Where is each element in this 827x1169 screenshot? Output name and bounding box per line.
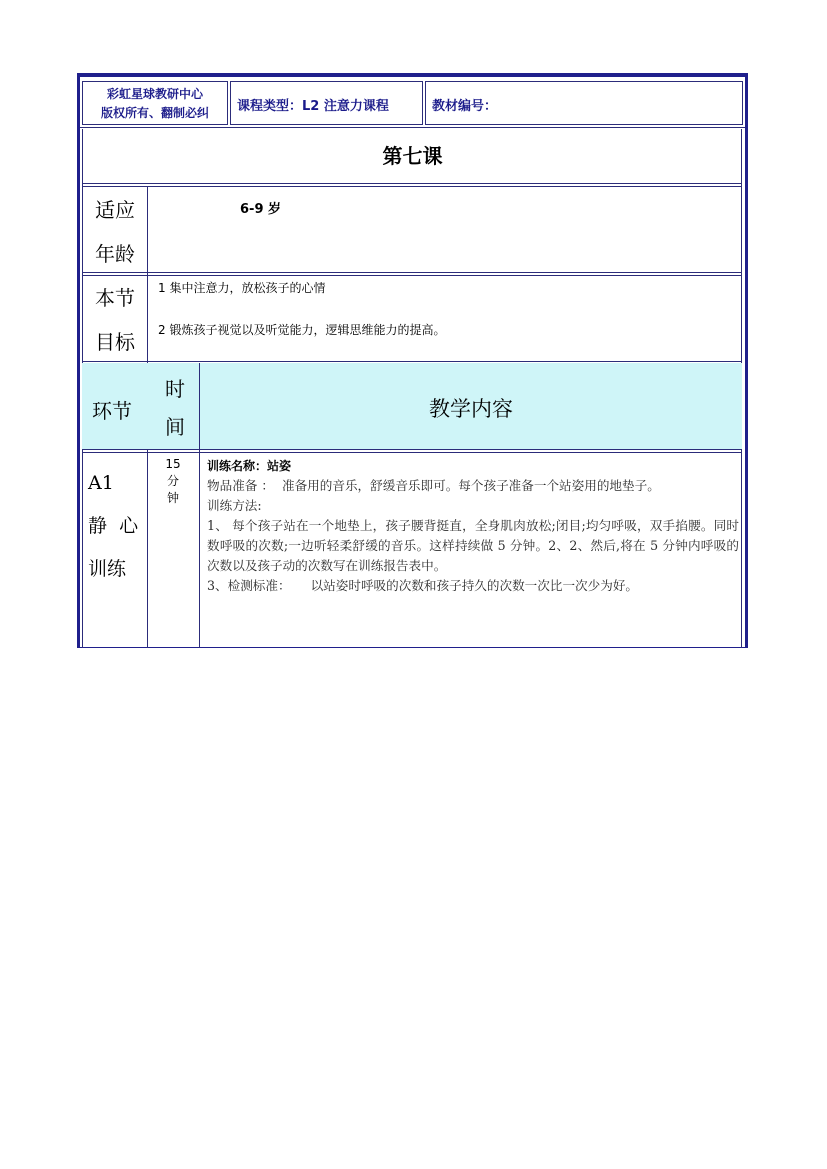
org-name: 彩虹星球教研中心: [106, 87, 203, 101]
age-label: [82, 188, 135, 276]
section-duration: [163, 456, 183, 507]
org-copyright-cell: [82, 81, 228, 125]
age-label-line1: 适应: [95, 198, 135, 222]
time-column-header: [163, 370, 187, 446]
goal-item: 2 锻炼孩子视觉以及听觉能力，逻辑思维能力的提高。: [158, 323, 446, 337]
divider: [80, 127, 745, 128]
method-step: 1、 每个孩子站在一个地垫上，孩子腰背挺直，全身肌肉放松;闭目;均匀呼吸，双手掐腰。同时数呼吸的次数;一边听轻柔舒缓的音乐。这样持续做 5 分钟。2、2、然后,将在 5 分钟内呼吸的次数以及孩子动的次数写在训练报告表中。: [207, 518, 739, 573]
time-header-line2: 间: [165, 415, 185, 439]
section-content: [207, 456, 739, 596]
divider: [82, 183, 742, 184]
divider: [82, 272, 742, 273]
material-number-cell: [425, 81, 743, 125]
age-value: 6-9 岁: [240, 202, 282, 217]
materials-text: 物品准备 ： 准备用的音乐，舒缓音乐即可。每个孩子准备一个站姿用的地垫子。: [207, 478, 660, 493]
lesson-title: 第七课: [382, 144, 443, 168]
column-divider: [199, 363, 200, 648]
training-name: 训练名称：站姿: [207, 459, 292, 473]
duration-unit-line1: 分: [166, 474, 179, 488]
divider: [82, 449, 742, 450]
section-name-line2: 训练: [88, 558, 127, 580]
goals-label-line1: 本节: [95, 286, 135, 310]
section-column-header: 环节: [92, 399, 132, 423]
divider: [82, 361, 742, 362]
goal-item: 1 集中注意力，放松孩子的心情: [158, 281, 326, 295]
copyright-note: 版权所有、翻制必纠: [100, 106, 209, 120]
duration-number: 15: [165, 457, 181, 471]
section-label: [88, 462, 138, 591]
divider: [82, 186, 742, 187]
section-code: A1: [88, 472, 114, 494]
goals-label-line2: 目标: [95, 330, 135, 354]
evaluation-standard: 3、检测标准： 以站姿时呼吸的次数和孩子持久的次数一次比一次少为好。: [207, 578, 639, 593]
section-name-line1: 静 心: [88, 515, 139, 537]
divider: [82, 452, 742, 453]
time-header-line1: 时: [165, 377, 185, 401]
course-type-cell: [230, 81, 423, 125]
course-type: 课程类型：L2 注意力课程: [237, 99, 389, 114]
material-number: 教材编号：: [432, 99, 498, 114]
goals-label: [82, 276, 135, 364]
age-label-line2: 年龄: [95, 242, 135, 266]
divider: [82, 275, 742, 276]
duration-unit-line2: 钟: [166, 491, 179, 505]
content-column-header: 教学内容: [429, 397, 513, 421]
method-title: 训练方法:: [207, 498, 262, 513]
